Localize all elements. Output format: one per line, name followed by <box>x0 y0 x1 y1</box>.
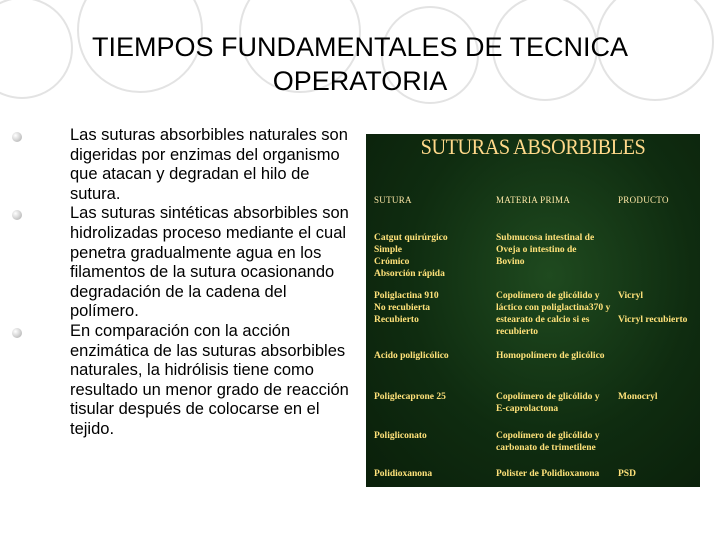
bullet-text: Las suturas sintéticas absorbibles son hidrolizadas proceso mediante el cual penetra gradualmente agua en los filamentos de la sutura ocasionando degradación de la cadena del polímero. <box>70 204 349 321</box>
bullet-item <box>12 204 352 322</box>
row-5-sutura: Poligliconato <box>374 431 427 441</box>
bullet-list <box>12 126 352 440</box>
row-1-materia: Submucosa intestinal de Oveja o intestino de Bovino <box>496 233 595 267</box>
bullet-item <box>12 126 352 204</box>
bullet-icon <box>12 210 22 220</box>
row-2-producto: Vicryl Vicryl recubierto <box>618 291 688 325</box>
row-3-sutura: Acido poliglicólico <box>374 351 449 361</box>
row-4-producto: Monocryl <box>618 392 658 402</box>
row-4-sutura: Poliglecaprone 25 <box>374 392 446 402</box>
header-producto: PRODUCTO <box>618 195 669 205</box>
bullet-item <box>12 322 352 440</box>
row-2-materia: Copolímero de glicólido y láctico con poliglactina370 y estearato de calcio si es recubierto <box>496 291 611 337</box>
bullet-text: Las suturas absorbibles naturales son digeridas por enzimas del organismo que atacan y degradan el hilo de sutura. <box>70 126 348 203</box>
bullet-icon <box>12 132 22 142</box>
row-6-producto: PSD <box>618 469 636 479</box>
row-2-sutura: Poliglactina 910 No recubierta Recubierto <box>374 291 439 325</box>
table-title: SUTURAS ABSORBIBLES <box>420 134 646 159</box>
row-1-sutura: Catgut quirúrgico Simple Crómico Absorción rápida <box>374 233 448 279</box>
row-4-materia: Copolímero de glicólido y E-caprolactona <box>496 392 600 414</box>
bullet-icon <box>12 328 22 338</box>
row-3-materia: Homopolímero de glicólico <box>496 351 605 361</box>
row-6-sutura: Polidioxanona <box>374 469 433 479</box>
row-6-materia: Polister de Polidioxanona <box>496 469 600 479</box>
slide-title: TIEMPOS FUNDAMENTALES DE TECNICA OPERATORIA <box>91 32 629 96</box>
header-materia-prima: MATERIA PRIMA <box>496 195 571 205</box>
row-5-materia: Copolímero de glicólido y carbonato de trimetilene <box>496 431 600 453</box>
bullet-text: En comparación con la acción enzimática de las suturas absorbibles naturales, la hidrólisis tiene como resultado un menor grado de reacción tisular después de colocarse en el tejido. <box>70 321 349 438</box>
header-sutura: SUTURA <box>374 195 412 205</box>
sutures-table-image <box>366 134 700 487</box>
